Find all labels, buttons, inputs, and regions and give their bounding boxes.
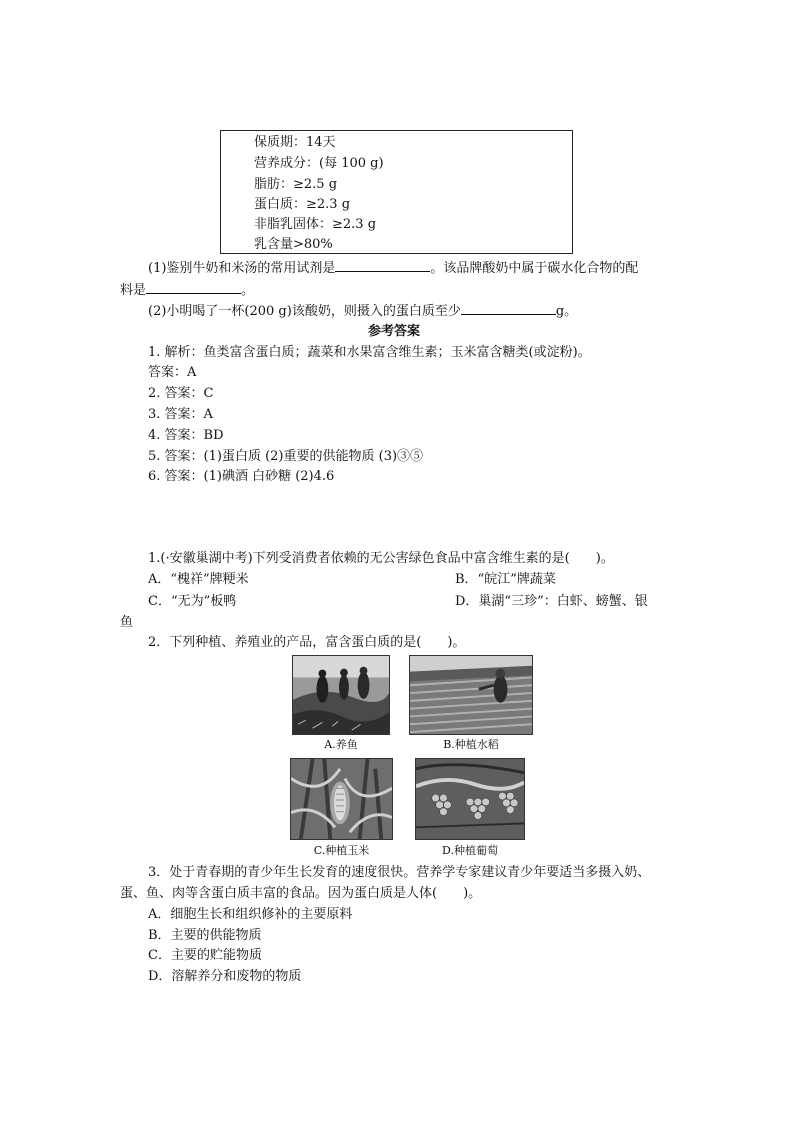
photo-rice-planting: [409, 655, 533, 735]
prev-q2-text-b: g。: [555, 304, 578, 319]
nonfat-solids-line: 非脂乳固体：≥2.3 g: [254, 217, 377, 232]
question-2-stem: 2．下列种植、养殖业的产品，富含蛋白质的是( )。: [148, 635, 466, 650]
caption-b: B.种植水稻: [443, 738, 499, 751]
q3-option-d: D．溶解养分和废物的物质: [148, 969, 302, 984]
question-3-stem-line-1: 3．处于青春期的青少年生长发育的速度很快。营养学专家建议青少年要适当多摄入奶、: [148, 865, 651, 880]
q1-option-d: D．巢湖“三珍”：白虾、螃蟹、银: [455, 594, 648, 609]
q1-option-d-cont: 鱼: [120, 615, 134, 630]
answer-line-5: 4. 答案：BD: [148, 428, 224, 443]
caption-c: C.种植玉米: [313, 844, 370, 857]
question-3-stem-line-2: 蛋、鱼、肉等含蛋白质丰富的食品。因为蛋白质是人体( )。: [120, 886, 482, 901]
protein-line: 蛋白质：≥2.3 g: [254, 197, 351, 212]
answer-blank: [146, 279, 241, 294]
q3-option-c: C．主要的贮能物质: [148, 948, 262, 963]
answer-line-2: 答案：A: [148, 365, 197, 380]
prev-q1-text-a: (1)鉴别牛奶和米汤的常用试剂是: [148, 261, 336, 276]
nutrition-header-line: 营养成分：(每 100 g): [254, 156, 384, 171]
answer-blank: [335, 257, 430, 272]
q3-option-b: B．主要的供能物质: [148, 928, 262, 943]
answer-line-4: 3. 答案：A: [148, 407, 213, 422]
answer-line-3: 2. 答案：C: [148, 386, 214, 401]
photo-grapes: [415, 758, 525, 840]
photo-corn: [290, 758, 393, 840]
answer-line-6: 5. 答案：(1)蛋白质 (2)重要的供能物质 (3)③⑤: [148, 449, 424, 464]
prev-question-2: [148, 300, 577, 322]
q1-option-c: C．“无为”板鸭: [148, 594, 237, 609]
q1-option-a: A．“槐祥”牌粳米: [148, 572, 249, 587]
prev-q1-text-d: 。: [241, 283, 255, 298]
nutrition-info-box: [220, 130, 573, 254]
prev-q1-text-b: 。该品牌酸奶中属于碳水化合物的配: [430, 261, 639, 276]
answer-line-1: 1. 解析：鱼类富含蛋白质；蔬菜和水果富含维生素；玉米富含糖类(或淀粉)。: [148, 345, 591, 360]
shelf-life-line: 保质期：14天: [254, 135, 336, 150]
q3-option-a: A．细胞生长和组织修补的主要原料: [148, 907, 353, 922]
fat-line: 脂肪：≥2.5 g: [254, 177, 338, 192]
prev-q2-text-a: (2)小明喝了一杯(200 g)该酸奶，则摄入的蛋白质至少: [148, 304, 461, 319]
question-1-stem: 1.(·安徽巢湖中考)下列受消费者依赖的无公害绿色食品中富含维生素的是( )。: [148, 551, 614, 566]
q1-option-b: B．“皖江”牌蔬菜: [455, 572, 556, 587]
answer-blank: [461, 300, 556, 315]
milk-content-line: 乳含量>80%: [254, 237, 333, 252]
caption-d: D.种植葡萄: [442, 844, 498, 857]
prev-question-1: [148, 257, 638, 279]
prev-q1-text-c: 料是: [120, 283, 147, 298]
photo-fish-farming: [292, 655, 390, 735]
caption-a: A.养鱼: [324, 738, 358, 751]
prev-question-1-cont: [120, 279, 254, 301]
answer-line-7: 6. 答案：(1)碘酒 白砂糖 (2)4.6: [148, 469, 335, 484]
answers-title: 参考答案: [368, 324, 421, 339]
